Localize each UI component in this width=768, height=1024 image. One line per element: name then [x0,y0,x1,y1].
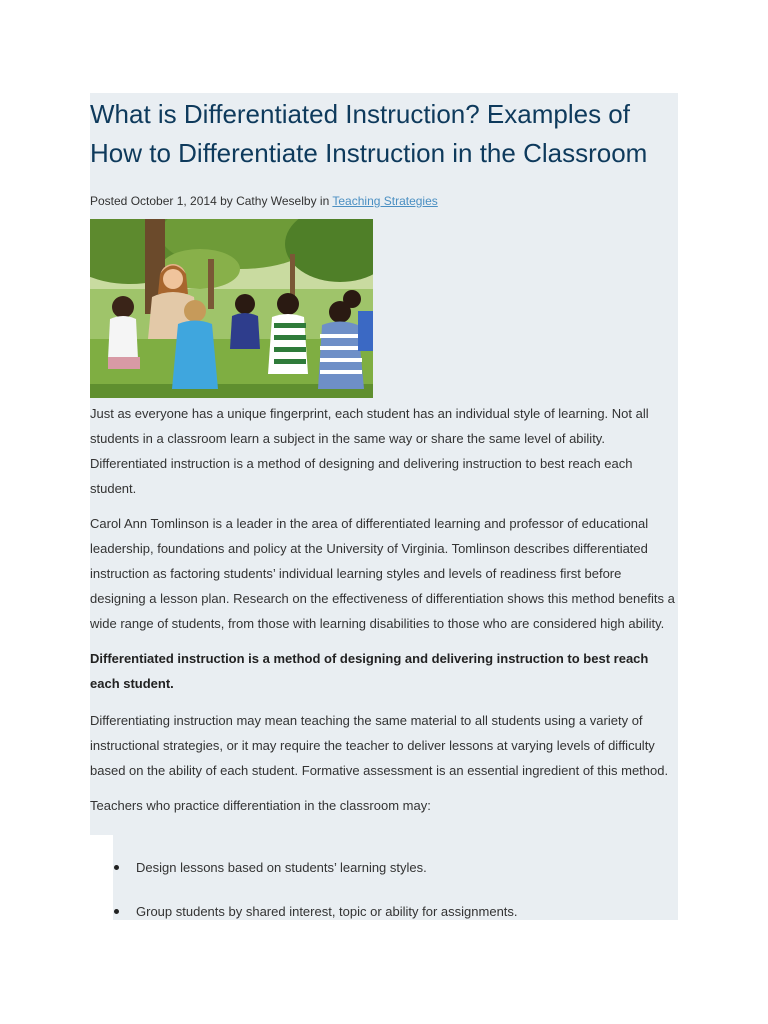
list-item [113,855,673,880]
category-link[interactable]: Teaching Strategies [332,194,438,208]
posted-by-text: Posted October 1, 2014 by Cathy Weselby in [90,194,333,208]
list-item [113,899,673,924]
article-content [90,93,678,818]
article-photo [90,219,373,398]
paragraph-highlight: Differentiated instruction is a method of designing and delivering instruction to best reach each student. [90,651,649,691]
bullet-icon [114,909,119,914]
bullet-icon [114,865,119,870]
paragraph-intro: Just as everyone has a unique fingerprint, each student has an individual style of learning. Not all students in a classroom learn a subject in the same way or share the same level of ability. Differentiated instruction is a method of designing and delivering instruction to best reach each student. [90,406,649,496]
list-item-text: Design lessons based on students’ learning styles. [136,860,427,875]
post-meta [90,193,678,209]
practice-list [113,855,673,924]
article-title: What is Differentiated Instruction? Examples of How to Differentiate Instruction in the Classroom [90,99,648,168]
paragraph-methods: Differentiating instruction may mean teaching the same material to all students using a variety of instructional strategies, or it may require the teacher to deliver lessons at varying levels of difficulty based on the ability of each student. Formative assessment is an essential ingredient of this method. [90,713,669,778]
list-item-text: Group students by shared interest, topic or ability for assignments. [136,904,518,919]
paragraph-list-intro: Teachers who practice differentiation in the classroom may: [90,798,431,813]
paragraph-tomlinson: Carol Ann Tomlinson is a leader in the area of differentiated learning and professor of educational leadership, foundations and policy at the University of Virginia. Tomlinson describes differentiated instruction as factoring students’ individual learning styles and levels of readiness first before designing a lesson plan. Research on the effectiveness of differentiation shows this method benefits a wide range of students, from those with learning disabilities to those who are considered high ability. [90,516,675,631]
